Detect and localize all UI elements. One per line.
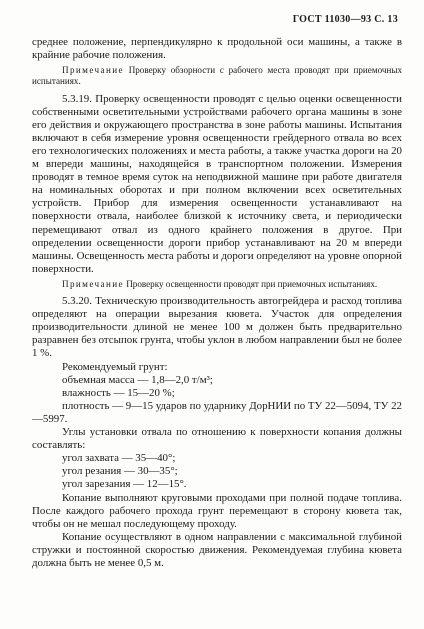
note-lighting	[32, 279, 402, 290]
section-5-3-19: 5.3.19. Проверку освещенности проводят с целью оценки освещенности собственными осветительными устройствами рабочего органа машины в зоне его действия и окружающего пространства в зоне работы машины. Испытания включают в себя измерение уровня освещенности грейдерного отвала во всех его технологических положениях и места работы, а также участка дороги на 20 м впереди машины, находящейся в транспортном положении. Измерения проводят в темное время суток на неподвижной машине при работе двигателя на номинальных оборотах и при полном включении всех осветительных устройств. Прибор для измерения освещенности устанавливают на поверхности отвала, наиболее близкой к источнику света, и периодически перемещивают отвал из одного крайнего положения в другое. При определении освещенности дороги прибор устанавливают на 20 м впереди машины. Освещенность места работы и дороги определяют на уровне опорной поверхности.	[32, 92, 402, 275]
digging-passes: Копание выполняют круговыми проходами при полной подаче топлива. После каждого рабочего прохода грунт перемещают в сторону кювета так, чтобы он не мешал последующему проходу.	[32, 491, 402, 530]
note-text: Проверку обзорности с рабочего места проводят при приемочных испытаниях.	[32, 65, 402, 87]
section-5-3-20: 5.3.20. Техническую производительность автогрейдера и расход топлива определяют на операции вырезания кювета. Участок для определения производительности длиной не менее 100 м должен быть предварительно разравнен без отсыпок грунта, чтобы уклон в любом направлении был не более 1 %.	[32, 295, 403, 360]
page-header: ГОСТ 11030—93 С. 13	[292, 14, 398, 25]
note-text: Проверку освещенности проводят при приемочных испытаниях.	[123, 278, 378, 289]
angles-title: Углы установки отвала по отношению к поверхности копания должны составлять:	[32, 426, 402, 452]
soil-moisture: влажность — 15—20 %;	[62, 386, 175, 399]
angle-undercut: угол зарезания — 12—15°.	[62, 478, 187, 491]
angle-cutting: угол резания — 30—35°;	[62, 465, 178, 478]
note-lead: Примечание	[62, 278, 124, 289]
note-visibility	[32, 65, 402, 87]
paragraph-continuation: среднее положение, перпендикулярно к продольной оси машины, а также в крайние рабочие положения.	[32, 36, 402, 62]
soil-title: Рекомендуемый грунт:	[62, 360, 168, 373]
note-lead: Примечание	[62, 65, 124, 76]
soil-density: объемная масса — 1,8—2,0 т/м³;	[62, 373, 213, 386]
digging-direction: Копание осуществляют в одном направлении с максимальной глубиной стружки и постоянной скоростью движения. Рекомендуемая глубина кювета должна быть не менее 0,5 м.	[32, 530, 402, 569]
angle-capture: угол захвата — 35—40°;	[62, 452, 176, 465]
page-content	[32, 36, 402, 570]
soil-compaction: плотность — 9—15 ударов по ударнику ДорНИИ по ТУ 22—5094, ТУ 22—5997.	[32, 399, 402, 425]
